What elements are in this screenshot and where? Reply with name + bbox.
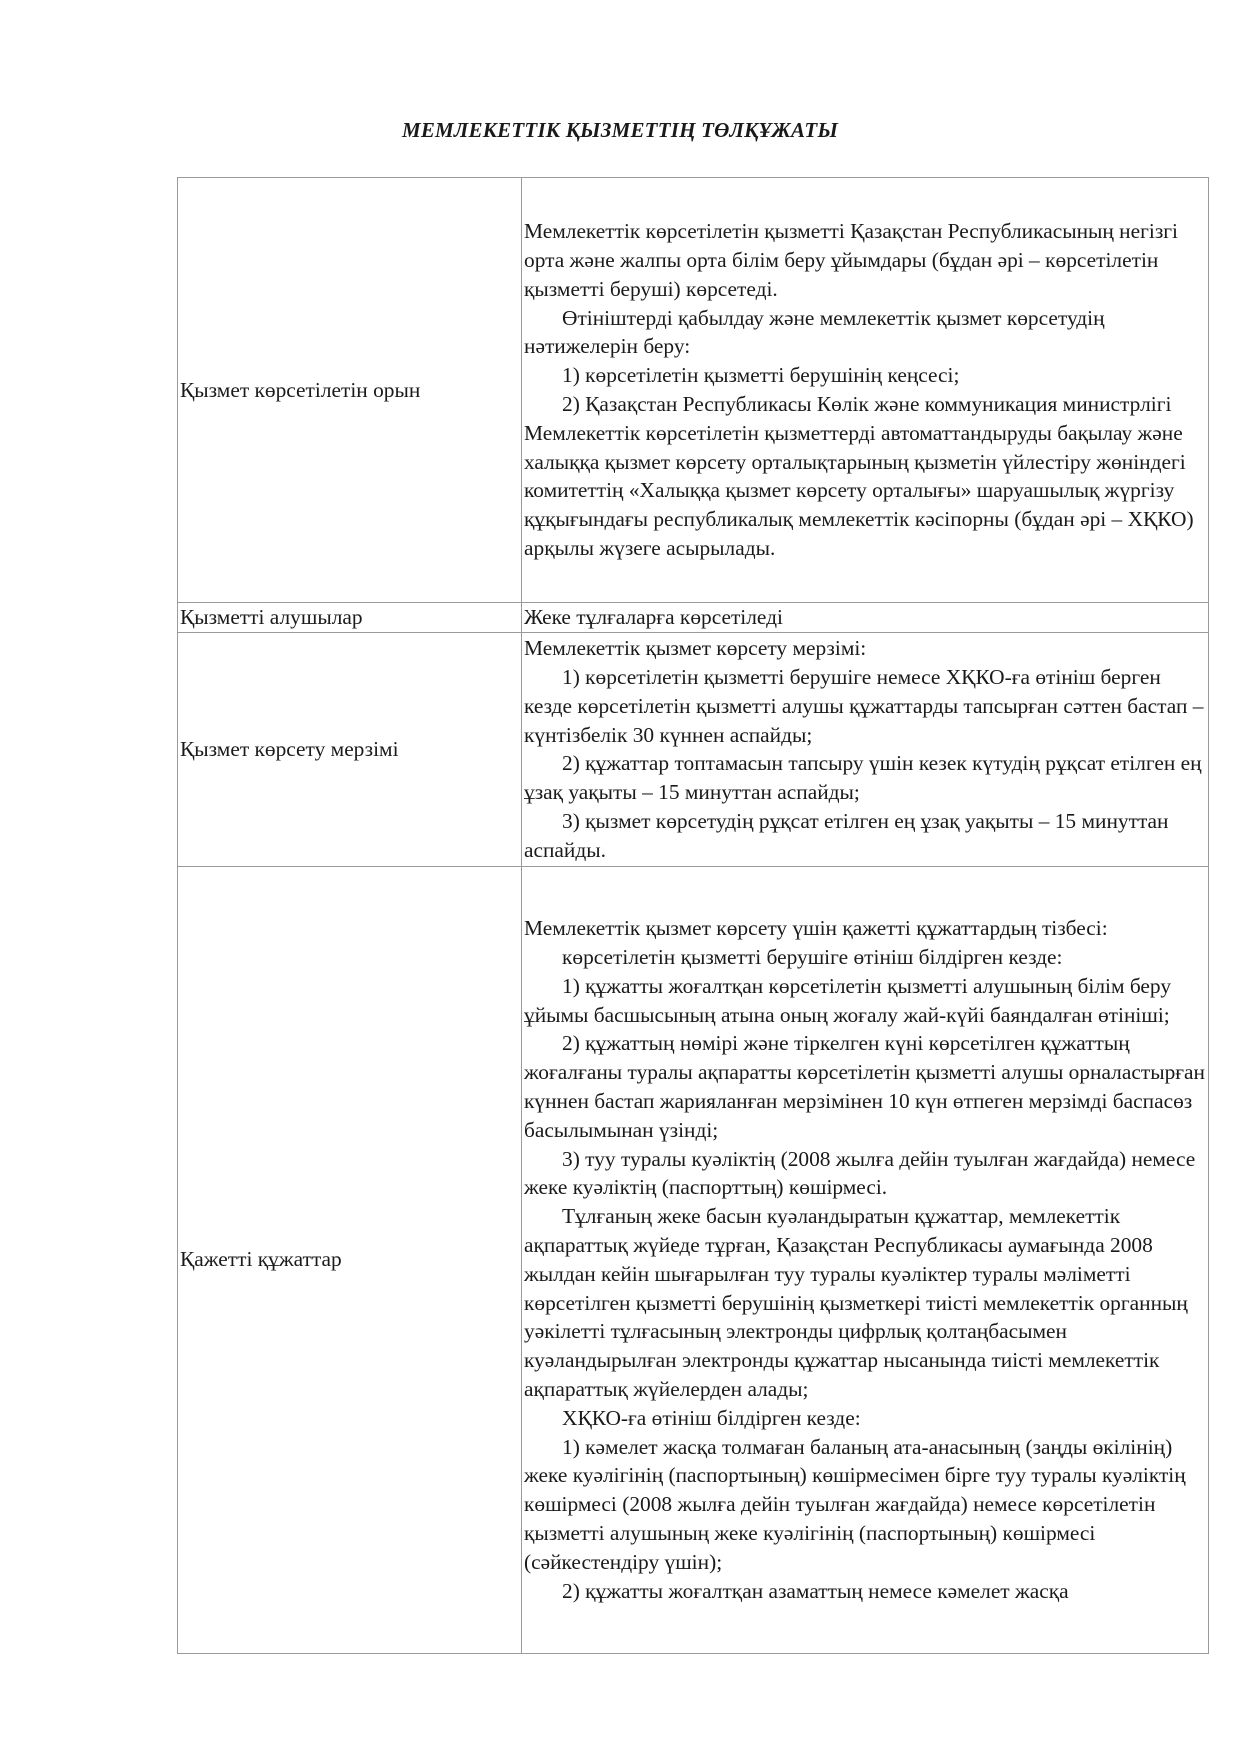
paragraph: Тұлғаның жеке басын куәландыратын құжаттар, мемлекеттік ақпараттық жүйеде тұрған, Қазақстан Республикасы аумағында 2008 жылдан кейін шығарылған туу туралы куәліктер туралы мәліметті көрсетілген қызметті берушінің қызметкері тиісті мемлекеттік органның уәкілетті тұлғасының электронды цифрлық қолтаңбасымен куәландырылған электронды құжаттар нысанында тиісті мемлекеттік ақпараттық жүйелерден алады; <box>524 1204 1188 1401</box>
paragraph: Жеке тұлғаларға көрсетіледі <box>524 605 783 629</box>
row-content-service-recipients <box>522 603 1209 633</box>
row-label-service-location: Қызмет көрсетілетін орын <box>178 178 522 603</box>
row-label-service-term: Қызмет көрсету мерзімі <box>178 632 522 866</box>
table-row <box>178 178 1209 603</box>
service-passport-table <box>177 177 1209 1654</box>
paragraph: Өтініштерді қабылдау және мемлекеттік қызмет көрсетудің нәтижелерін беру: <box>524 305 1105 359</box>
row-label-service-recipients: Қызметті алушылар <box>178 603 522 633</box>
paragraph: 3) қызмет көрсетудің рұқсат етілген ең ұзақ уақыты – 15 минуттан аспайды. <box>524 808 1169 862</box>
paragraph: 1) кәмелет жасқа толмаған баланың ата-анасының (заңды өкілінің) жеке куәлігінің (паспортының) көшірмесімен бірге туу туралы куәліктің көшірмесі (2008 жылға дейін туылған жағдайда) немесе көрсетілетін қызметті алушының жеке куәлігінің (паспортының) көшірмесі (сәйкестендіру үшін); <box>524 1434 1186 1574</box>
paragraph: Мемлекеттік көрсетілетін қызметті Қазақстан Республикасының негізгі орта және жалпы орта білім беру ұйымдары (бұдан әрі – көрсетілетін қызметті беруші) көрсетеді. <box>524 219 1179 301</box>
document-title: МЕМЛЕКЕТТІК ҚЫЗМЕТТІҢ ТӨЛҚҰЖАТЫ <box>401 118 839 142</box>
row-content-service-location <box>522 178 1209 603</box>
paragraph: Мемлекеттік қызмет көрсету үшін қажетті құжаттардың тізбесі: <box>524 916 1108 941</box>
row-content-required-documents <box>522 866 1209 1653</box>
paragraph: 1) көрсетілетін қызметті берушіге немесе ХҚКО-ға өтініш берген кезде көрсетілетін қызметті алушы құжаттарды тапсырған сәттен бастап – күнтізбелік 30 күннен аспайды; <box>524 664 1204 747</box>
paragraph: ХҚКО-ға өтініш білдірген кезде: <box>562 1405 861 1430</box>
paragraph: 2) құжатты жоғалтқан азаматтың немесе кәмелет жасқа <box>562 1578 1069 1603</box>
paragraph: 2) құжаттың нөмірі және тіркелген күні көрсетілген құжаттың жоғалғаны туралы ақпаратты көрсетілетін қызметті алушы орналастырған күннен бастап жарияланған мерзімінен 10 күн өтпеген мерзімді баспасөз басылымынан үзінді; <box>524 1031 1205 1142</box>
paragraph: көрсетілетін қызметті берушіге өтініш білдірген кезде: <box>562 945 1063 970</box>
paragraph: 2) Қазақстан Республикасы Көлік және коммуникация министрлігі Мемлекеттік көрсетілетін қызметтерді автоматтандыруды бақылау және халыққа қызмет көрсету орталықтарының қызметін үйлестіру жөніндегі комитеттің «Халыққа қызмет көрсету орталығы» шаруашылық жүргізу құқығындағы республикалық мемлекеттік кәсіпорны (бұдан әрі – ХҚКО) арқылы жүзеге асырылады. <box>524 392 1194 560</box>
paragraph: 1) көрсетілетін қызметті берушінің кеңсесі; <box>562 363 960 388</box>
table-row <box>178 866 1209 1653</box>
paragraph: 2) құжаттар топтамасын тапсыру үшін кезек күтудің рұқсат етілген ең ұзақ уақыты – 15 минуттан аспайды; <box>524 751 1202 805</box>
table-row <box>178 603 1209 633</box>
row-label-required-documents: Қажетті құжаттар <box>178 866 522 1653</box>
table-row <box>178 632 1209 866</box>
paragraph: Мемлекеттік қызмет көрсету мерзімі: <box>524 636 867 661</box>
paragraph: 1) құжатты жоғалтқан көрсетілетін қызметті алушының білім беру ұйымы басшысының атына оның жоғалу жай-күйі баяндалған өтініші; <box>524 973 1172 1027</box>
paragraph: 3) туу туралы куәліктің (2008 жылға дейін туылған жағдайда) немесе жеке куәліктің (паспорттың) көшірмесі. <box>524 1146 1196 1200</box>
row-content-service-term <box>522 632 1209 866</box>
